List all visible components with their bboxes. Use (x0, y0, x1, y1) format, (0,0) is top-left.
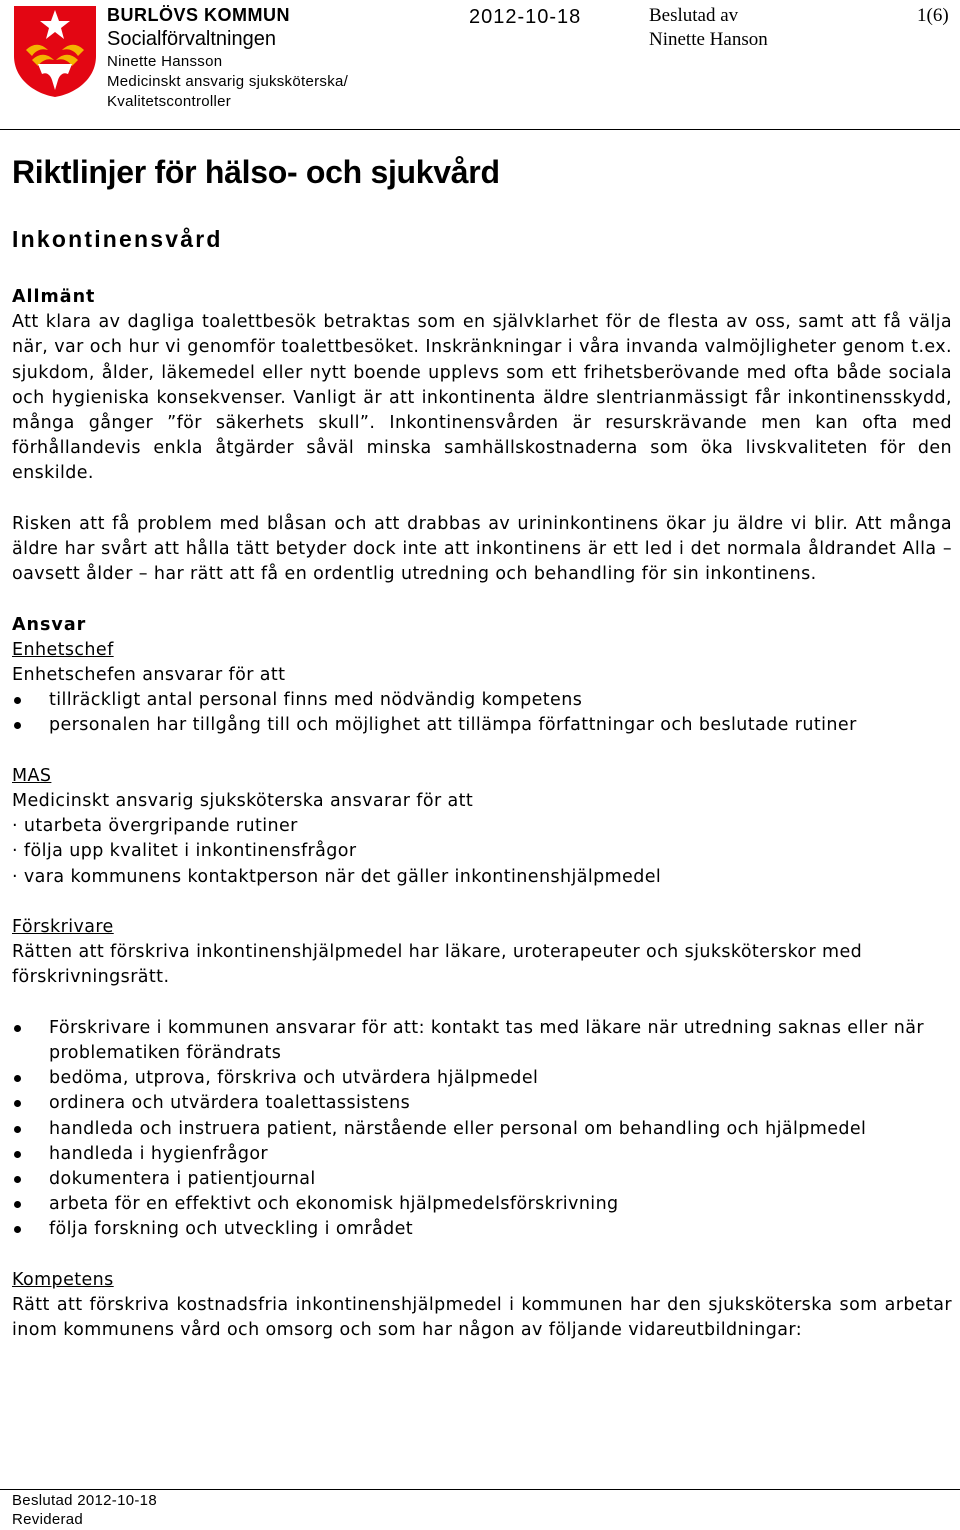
list-item: bedöma, utprova, förskriva och utvärdera hjälpmedel (12, 1066, 952, 1091)
author-role: Medicinskt ansvarig sjuksköterska/ (107, 73, 349, 90)
footer-divider (0, 1489, 960, 1490)
subheading-unit-manager: Enhetschef (12, 639, 114, 660)
subheading-competence: Kompetens (12, 1269, 114, 1290)
mas-intro: Medicinskt ansvarig sjuksköterska ansvarar för att (12, 791, 474, 812)
list-item: följa forskning och utveckling i området (12, 1217, 952, 1242)
bullet-icon (14, 1176, 21, 1183)
unit-manager-list (12, 688, 952, 738)
bullet-icon (14, 1025, 21, 1032)
list-item: arbeta för en effektivt och ekonomisk hjälpmedelsförskrivning (12, 1192, 952, 1217)
bullet-icon (14, 1075, 21, 1082)
list-item: personalen har tillgång till och möjlighet att tillämpa författningar och beslutade rutiner (12, 713, 952, 738)
paragraph-general-1: Att klara av dagliga toalettbesök betraktas som en självklarhet för de flesta av oss, samt att få välja när, var och hur vi genomför toalettbesöket. Inskränkningar i våra invanda valmöjligheter genom t.ex. sjukdom, ålder, läkemedel eller nytt boende upplevs som ett frihetsberövande med ofta både sociala och hygieniska konsekvenser. Vanligt är att inkontinenta äldre slentrianmässigt får inkontinensskydd, många gånger ”för säkerhets skull”. Inkontinensvården är resurskrävande men kan ofta med förhållandevis enkla åtgärder såväl minska samhällskostnaderna som öka livskvaliteten för den enskilde. (12, 312, 952, 484)
author-name: Ninette Hansson (107, 53, 223, 70)
bullet-icon (14, 1151, 21, 1158)
bullet-icon (14, 1226, 21, 1233)
bullet-icon (14, 697, 21, 704)
subheading-prescriber: Förskrivare (12, 917, 114, 938)
municipality-logo (12, 4, 98, 98)
list-item: · utarbeta övergripande rutiner (12, 816, 298, 837)
decided-by-name: Ninette Hanson (649, 29, 768, 50)
page-number: 1(6) (917, 5, 949, 26)
header-divider (0, 129, 960, 130)
department-name: Socialförvaltningen (107, 28, 276, 50)
paragraph-competence: Rätt att förskriva kostnadsfria inkontinenshjälpmedel i kommunen har den sjuksköterska som arbetar inom kommunens vård och omsorg och som har någon av följande vidareutbildningar: (12, 1295, 952, 1341)
page-subtitle: Inkontinensvård (12, 226, 223, 252)
page-title: Riktlinjer för hälso- och sjukvård (12, 154, 500, 190)
bullet-icon (14, 1201, 21, 1208)
list-item: handleda och instruera patient, närstående eller personal om behandling och hjälpmedel (12, 1117, 952, 1142)
bullet-icon (14, 1100, 21, 1107)
footer-decided: Beslutad 2012-10-18 (12, 1492, 157, 1509)
footer-revised: Reviderad (12, 1511, 84, 1528)
list-item: · vara kommunens kontaktperson när det gäller inkontinenshjälpmedel (12, 866, 662, 887)
document-date: 2012-10-18 (469, 6, 582, 28)
list-item: dokumentera i patientjournal (12, 1167, 952, 1192)
author-role-cont: Kvalitetscontroller (107, 93, 232, 110)
org-name: BURLÖVS KOMMUN (107, 5, 290, 25)
list-item: ordinera och utvärdera toalettassistens (12, 1091, 952, 1116)
prescriber-intro: Rätten att förskriva inkontinenshjälpmedel har läkare, uroterapeuter och sjuksköterskor med förskrivningsrätt. (12, 942, 863, 988)
unit-manager-intro: Enhetschefen ansvarar för att (12, 665, 286, 686)
list-item: · följa upp kvalitet i inkontinensfrågor (12, 841, 357, 862)
list-item: handleda i hygienfrågor (12, 1142, 952, 1167)
list-item: tillräckligt antal personal finns med nödvändig kompetens (12, 688, 952, 713)
section-heading-general: Allmänt (12, 287, 96, 307)
section-heading-responsibility: Ansvar (12, 614, 87, 635)
decided-by-label: Beslutad av (649, 5, 739, 26)
bullet-icon (14, 722, 21, 729)
subheading-mas: MAS (12, 765, 52, 786)
prescriber-list (12, 1016, 952, 1243)
document-body (12, 285, 952, 1343)
paragraph-general-2: Risken att få problem med blåsan och att drabbas av urininkontinens ökar ju äldre vi blir. Att många äldre har svårt att hålla tätt betyder dock inte att inkontinens är ett led i det normala åldrandet Alla – oavsett ålder – har rätt att få en ordentlig utredning och behandling för sin inkontinens. (12, 513, 952, 585)
bullet-icon (14, 1126, 21, 1133)
list-item: Förskrivare i kommunen ansvarar för att: kontakt tas med läkare när utredning saknas eller när problematiken förändrats (12, 1016, 952, 1066)
